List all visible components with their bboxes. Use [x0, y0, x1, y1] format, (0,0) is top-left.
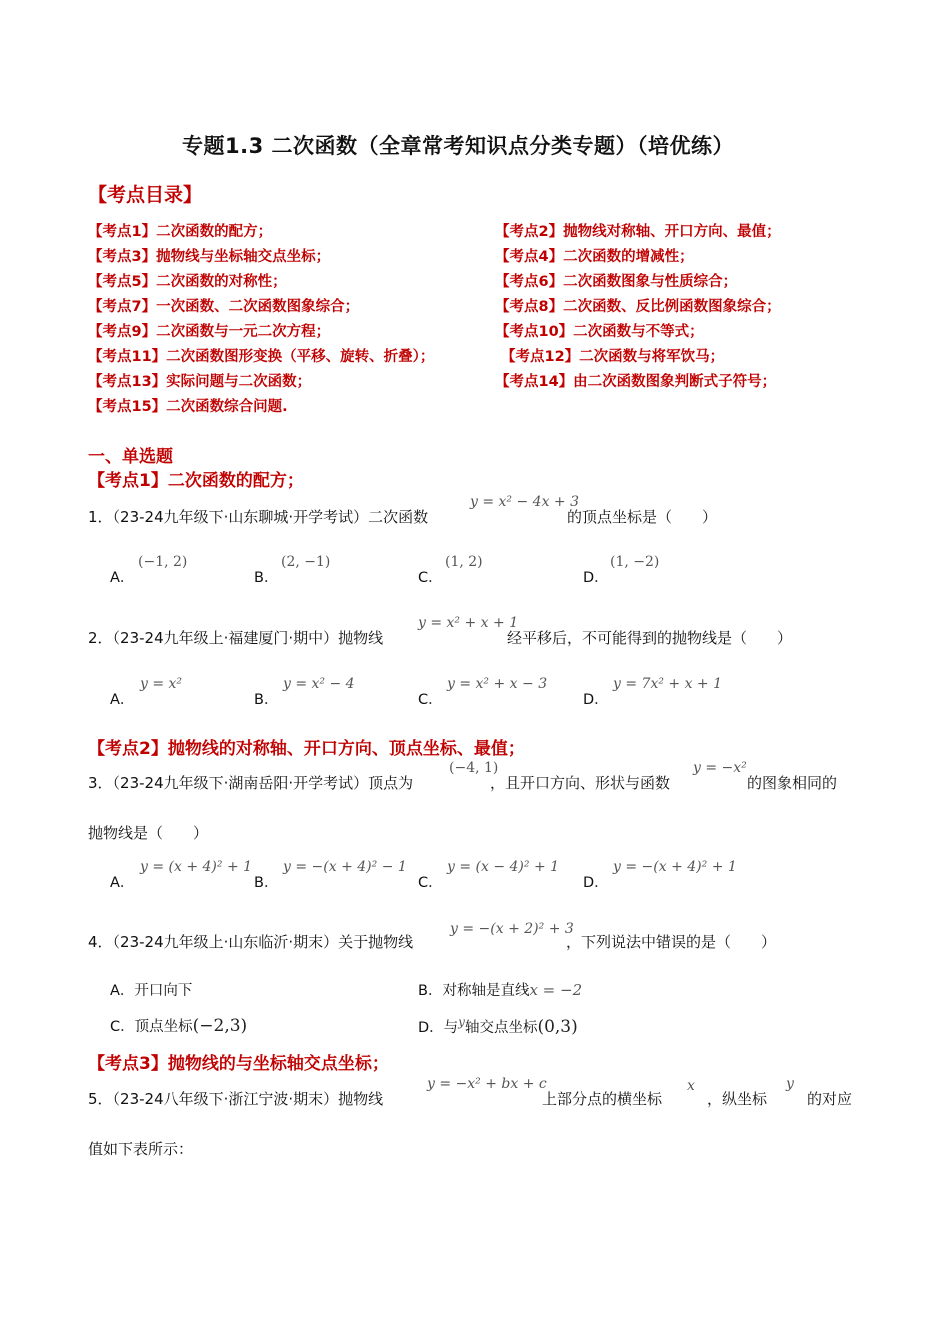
- option-label: B．: [254, 570, 279, 586]
- toc-item-4[interactable]: 【考点4】二次函数的增减性；: [495, 249, 694, 265]
- question-line-2: 抛物线是（ ）: [88, 824, 209, 842]
- toc-item-13[interactable]: 【考点13】实际问题与二次函数；: [88, 374, 312, 390]
- page-title: 专题1.3 二次函数（全章常考知识点分类专题）（培优练）: [182, 134, 735, 158]
- toc-item-7[interactable]: 【考点7】一次函数、二次函数图象综合；: [88, 299, 360, 315]
- option-d-math: (0,3): [537, 1016, 578, 1037]
- option-text: B．对称轴是直线: [418, 983, 530, 999]
- option-c-math: y = x² + x − 3: [447, 676, 548, 692]
- option-d-math: y = −(x + 4)² + 1: [613, 859, 737, 875]
- toc-item-3[interactable]: 【考点3】抛物线与坐标轴交点坐标；: [88, 249, 331, 265]
- option-d[interactable]: [583, 871, 609, 892]
- question-number: 1．: [88, 508, 113, 526]
- equation: y = −(x + 2)² + 3: [450, 921, 574, 937]
- question-source: （23-24九年级上·福建厦门·期中）抛物线: [112, 629, 384, 647]
- toc-heading: 【考点目录】: [88, 184, 203, 206]
- question-source: （23-24九年级下·山东聊城·开学考试）二次函数: [112, 508, 429, 526]
- option-a[interactable]: [110, 566, 134, 587]
- option-label: C．: [418, 875, 443, 891]
- question-tail: 的顶点坐标是（ ）: [567, 508, 718, 526]
- option-text: C．顶点坐标: [110, 1019, 193, 1035]
- question-mid: 上部分点的横坐标: [542, 1090, 663, 1108]
- option-label: D．: [583, 875, 609, 891]
- option-c[interactable]: [418, 566, 443, 587]
- section-heading: 一、单选题: [88, 447, 173, 467]
- topic-2-heading: 【考点2】抛物线的对称轴、开口方向、顶点坐标、最值；: [88, 739, 525, 759]
- option-label: B．: [254, 692, 279, 708]
- option-b-math: y = −(x + 4)² − 1: [283, 859, 407, 875]
- equation: y = x² + x + 1: [418, 615, 519, 631]
- option-d-math: y = 7x² + x + 1: [613, 676, 723, 692]
- topic-1-heading: 【考点1】二次函数的配方；: [88, 471, 304, 491]
- toc-item-12[interactable]: 【考点12】二次函数与将军饮马；: [501, 349, 725, 365]
- question-mid: ，且开口方向、形状与函数: [490, 774, 671, 792]
- option-label: A．: [110, 692, 135, 708]
- question-number: 2．: [88, 629, 113, 647]
- toc-item-2[interactable]: 【考点2】抛物线对称轴、开口方向、最值；: [495, 224, 781, 240]
- question-line-2: 值如下表所示：: [88, 1140, 194, 1158]
- option-text: 轴交点坐标: [464, 1019, 538, 1036]
- option-label: C．: [418, 692, 443, 708]
- option-label: C．: [418, 570, 443, 586]
- question-source: （23-24九年级上·山东临沂·期末）关于抛物线: [112, 933, 414, 951]
- question-tail: 经平移后，不可能得到的抛物线是（ ）: [507, 629, 793, 647]
- option-b-math: x = −2: [529, 981, 583, 999]
- question-number: 4．: [88, 933, 113, 951]
- variable-y: y: [786, 1076, 794, 1092]
- toc-item-14[interactable]: 【考点14】由二次函数图象判断式子符号；: [495, 374, 777, 390]
- option-d[interactable]: [583, 566, 609, 587]
- topic-3-heading: 【考点3】抛物线的与坐标轴交点坐标；: [88, 1054, 389, 1074]
- option-d[interactable]: [418, 1015, 578, 1037]
- toc-item-5[interactable]: 【考点5】二次函数的对称性；: [88, 274, 287, 290]
- option-a-math: y = (x + 4)² + 1: [140, 859, 253, 875]
- option-c[interactable]: [418, 871, 443, 892]
- toc-item-10[interactable]: 【考点10】二次函数与不等式；: [495, 324, 704, 340]
- option-d[interactable]: [583, 688, 609, 709]
- option-label: A．: [110, 570, 135, 586]
- toc-item-1[interactable]: 【考点1】二次函数的配方；: [88, 224, 273, 240]
- toc-item-11[interactable]: 【考点11】二次函数图形变换（平移、旋转、折叠）；: [88, 349, 435, 365]
- option-b[interactable]: [254, 688, 278, 709]
- option-b-math: (2, −1): [281, 554, 331, 570]
- option-c-math: (1, 2): [445, 554, 483, 570]
- option-label: D．: [583, 570, 609, 586]
- option-a-math: (−1, 2): [138, 554, 188, 570]
- equation: y = x² − 4x + 3: [470, 494, 580, 510]
- toc-item-8[interactable]: 【考点8】二次函数、反比例函数图象综合；: [495, 299, 781, 315]
- option-c-math: (−2,3): [192, 1016, 248, 1036]
- option-c[interactable]: [418, 688, 443, 709]
- toc-item-9[interactable]: 【考点9】二次函数与一元二次方程；: [88, 324, 331, 340]
- option-label: A．: [110, 875, 135, 891]
- option-a-math: y = x²: [140, 676, 183, 692]
- option-b[interactable]: [254, 566, 278, 587]
- option-a[interactable]: [110, 688, 134, 709]
- option-a[interactable]: A．开口向下: [110, 983, 193, 999]
- option-label: D．: [583, 692, 609, 708]
- variable-y: y: [458, 1015, 465, 1029]
- option-c[interactable]: [110, 1015, 247, 1036]
- question-number: 5．: [88, 1090, 113, 1108]
- question-tail: 的图象相同的: [747, 774, 838, 792]
- vertex-math: (−4, 1): [449, 760, 499, 776]
- variable-x: x: [687, 1078, 695, 1094]
- option-b-math: y = x² − 4: [283, 676, 355, 692]
- equation: y = −x² + bx + c: [427, 1076, 547, 1092]
- question-number: 3．: [88, 774, 113, 792]
- question-source: （23-24九年级下·湖南岳阳·开学考试）顶点为: [112, 774, 414, 792]
- function-math: y = −x²: [693, 760, 747, 776]
- question-mid-2: ，纵坐标: [707, 1090, 768, 1108]
- option-d-math: (1, −2): [610, 554, 660, 570]
- option-b[interactable]: [418, 979, 582, 1000]
- option-text: D．与: [418, 1019, 459, 1036]
- option-label: B．: [254, 875, 279, 891]
- option-a[interactable]: [110, 871, 134, 892]
- toc-item-6[interactable]: 【考点6】二次函数图象与性质综合；: [495, 274, 738, 290]
- toc-item-15[interactable]: 【考点15】二次函数综合问题.: [88, 399, 288, 415]
- question-tail: 的对应: [807, 1090, 853, 1108]
- question-tail: ，下列说法中错误的是（ ）: [566, 933, 777, 951]
- option-c-math: y = (x − 4)² + 1: [447, 859, 560, 875]
- question-source: （23-24八年级下·浙江宁波·期末）抛物线: [112, 1090, 384, 1108]
- option-b[interactable]: [254, 871, 278, 892]
